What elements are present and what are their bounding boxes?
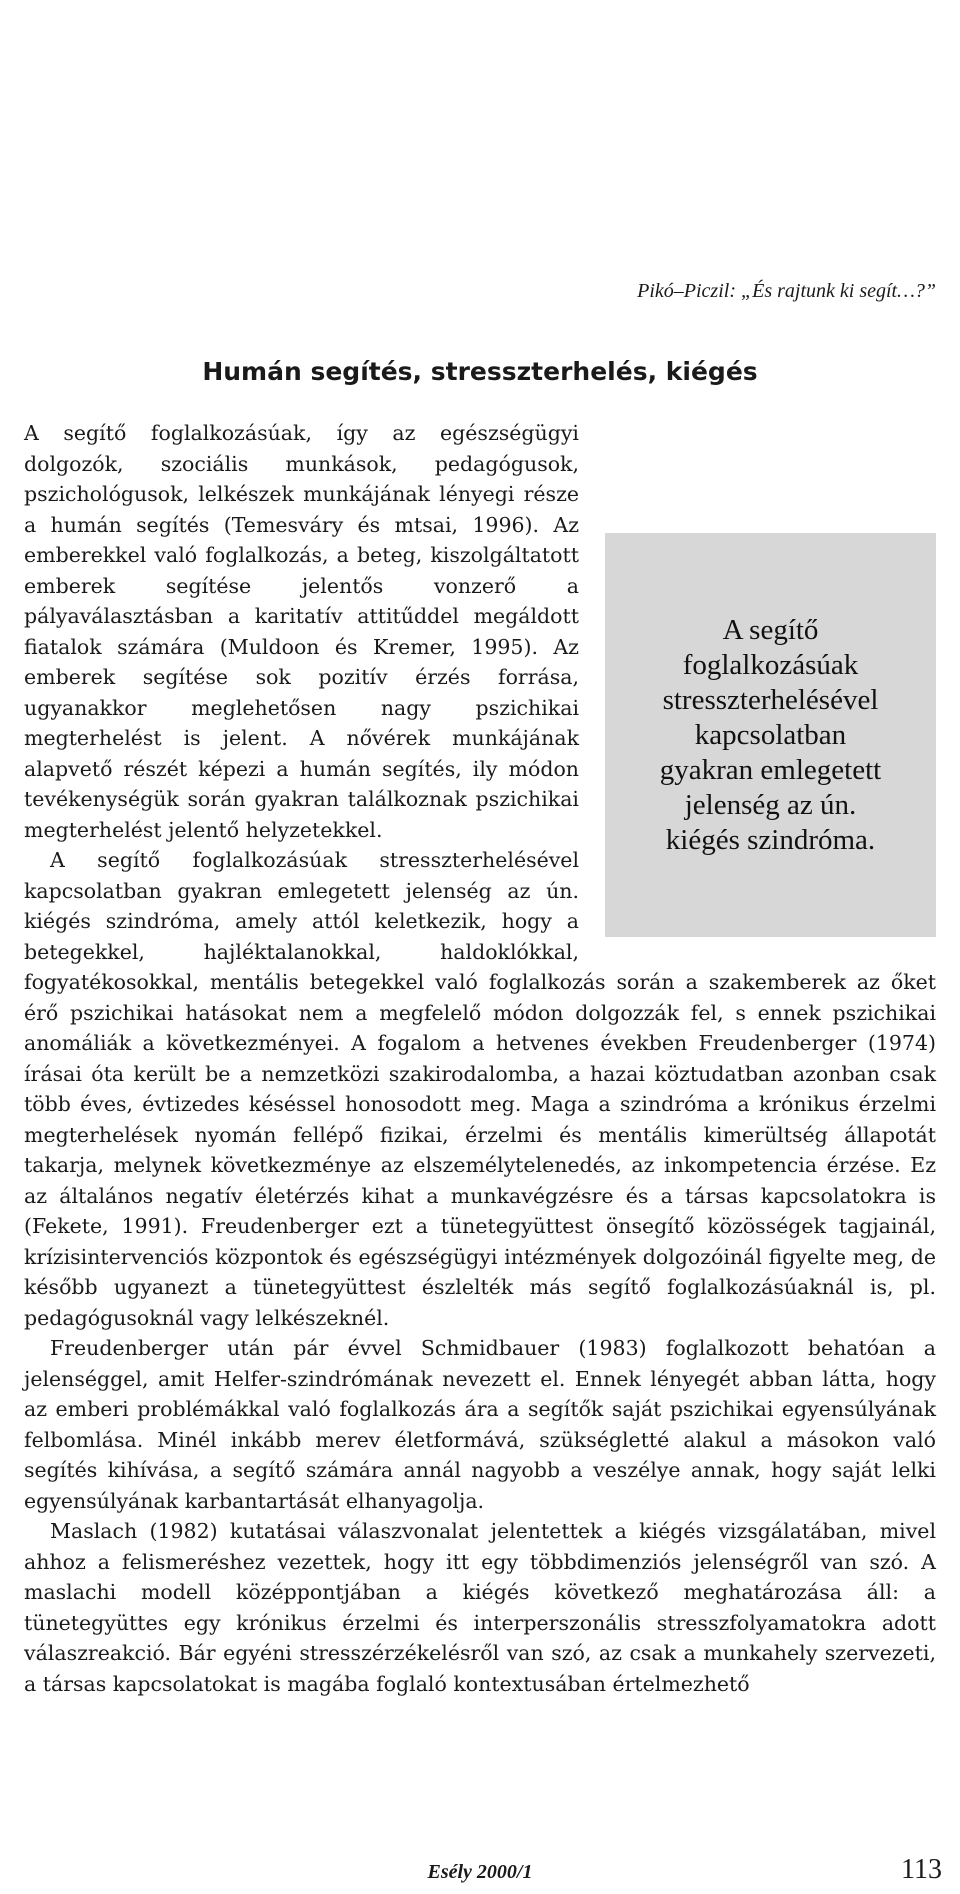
paragraph-2: A segítő foglalkozásúak stresszterhelésével kapcsolatban gyakran emlegetett jelenség az ún. kiégés szindróma, amely attól keletkezik, hogy a betegekkel, hajléktalanokkal, haldoklókkal, fogyatékosokkal, mentális betegekkel való foglalkozás során a szakemberek az őket érő pszichikai hatásokat nem a megfelelő módon dolgozzák fel, s ennek pszichikai anomáliák a következményei. A fogalom a hetvenes években Freudenberger (1974) írásai óta került be a nemzetközi szakirodalomba, a hazai köztudatban azonban csak több éves, évtizedes késéssel honosodott meg. Maga a szindróma a krónikus érzelmi megterhelések nyomán fellépő fizikai, érzelmi és mentális kimerültség állapotát takarja, melynek következménye az elszemélytelenedés, az inkompetencia érzése. Ez az általános negatív életérzés kihat a munkavégzésre és a társas kapcsolatokra is (Fekete, 1991). Freudenberger ezt a tünetegyüttest önsegítő közösségek tagjainál, krízisintervenciós központok és egészségügyi intézmények dolgozóinál figyelte meg, de később ugyanezt a tünetegyüttest észlelték más segítő foglalkozásúaknál is, pl. pedagógusoknál vagy lelkészeknél. bbox=[24, 848, 936, 1330]
section-title: Humán segítés, stresszterhelés, kiégés bbox=[202, 357, 758, 386]
article-body bbox=[24, 418, 936, 1699]
footer-journal: Esély 2000/1 bbox=[427, 1861, 533, 1883]
pull-quote-box bbox=[605, 533, 936, 937]
paragraph-3: Freudenberger után pár évvel Schmidbauer (1983) foglalkozott behatóan a jelenséggel, amit Helfer-szindrómának nevezett el. Ennek lényegét abban látta, hogy az emberi problémákkal való foglalkozás ára a segítők saját pszichikai egyensúlyának felbomlása. Minél inkább merev életformává, szükségletté alakul a másokon való segítés kihívása, a segítő számára annál nagyobb a veszélye annak, hogy saját lelki egyensúlyának karbantartását elhanyagolja. bbox=[24, 1336, 936, 1513]
pull-quote-text: A segítő foglalkozásúak stresszterhelésével kapcsolatban gyakran emlegetett jelenség az ún. kiégés szindróma. bbox=[659, 613, 882, 856]
running-head: Pikó–Piczil: „És rajtunk ki segít…?” bbox=[637, 280, 936, 302]
paragraph-4: Maslach (1982) kutatásai válaszvonalat jelentettek a kiégés vizsgálatában, mivel ahhoz a felismeréshez vezettek, hogy itt egy többdimenziós jelenségről van szó. A maslachi modell középpontjában a kiégés következő meghatározása áll: a tünetegyüttes egy krónikus érzelmi és interperszonális stresszfolyamatokra adott válaszreakció. Bár egyéni stresszérzékelésről van szó, az csak a munkahely szervezeti, a társas kapcsolatokat is magába foglaló kontextusában értelmezhető bbox=[24, 1519, 936, 1696]
paragraph-1: A segítő foglalkozásúak, így az egészségügyi dolgozók, szociális munkások, pedagógusok, pszichológusok, lelkészek munkájának lényegi része a humán segítés (Temesváry és mtsai, 1996). Az emberekkel való foglalkozás, a beteg, kiszolgáltatott emberek segítése jelentős vonzerő a pályaválasztásban a karitatív attitűddel megáldott fiatalok számára (Muldoon és Kremer, 1995). Az emberek segítése sok pozitív érzés forrása, ugyanakkor meglehetősen nagy pszichikai megterhelést is jelent. A nővérek munkájának alapvető részét képezi a humán segítés, ily módon tevékenységük során gyakran találkoznak pszichikai megterhelést jelentő helyzetekkel. bbox=[24, 421, 579, 842]
page-number: 113 bbox=[901, 1854, 942, 1885]
